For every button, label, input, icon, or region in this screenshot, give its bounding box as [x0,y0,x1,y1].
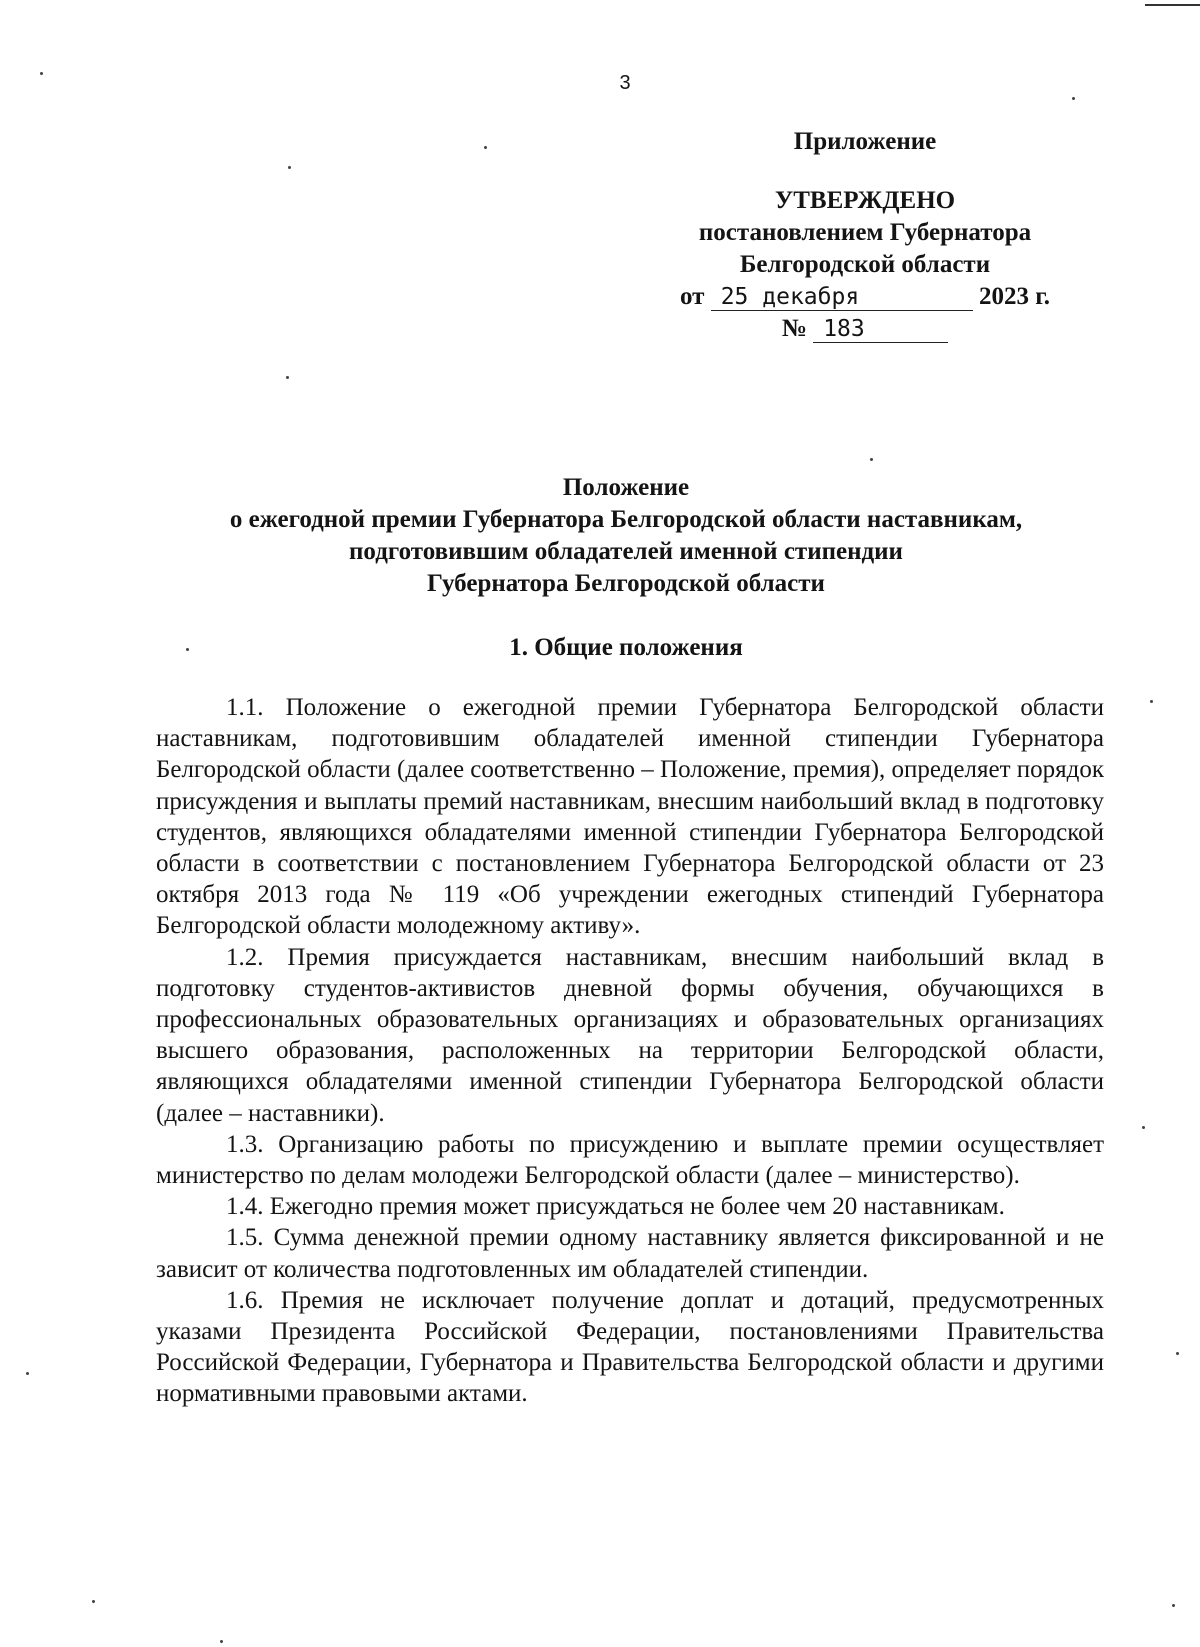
date-value: 25 декабря [711,284,973,311]
paragraph-1-1: 1.1. Положение о ежегодной премии Губернатора Белгородской области наставникам, подготовившим обладателей именной стипендии Губернатора Белгородской области (далее соответственно – Положение, премия), определяет порядок присуждения и выплаты премий наставникам, внесшим наибольший вклад в подготовку студентов, являющихся обладателями именной стипендии Губернатора Белгородской области в соответствии с постановлением Губернатора Белгородской области от 23 октября 2013 года № 119 «Об учреждении ежегодных стипендий Губернатора Белгородской области молодежному активу». [156,694,1104,940]
scan-speck [26,1372,29,1375]
approval-number-line [660,313,1070,345]
title-line-1: Положение [562,474,690,501]
scan-edge-mark [1145,4,1200,6]
scan-speck [92,1600,95,1603]
title-line-4: Губернатора Белгородской области [427,570,825,597]
approval-date-line [660,281,1070,313]
document-title [150,472,1102,600]
scan-speck [186,648,189,651]
scan-speck [288,166,291,169]
paragraph-1-2: 1.2. Премия присуждается наставникам, внесшим наибольший вклад в подготовку студентов-активистов дневной формы обучения, обучающихся в профессиональных образовательных организациях и образовательных организациях высшего образования, расположенных на территории Белгородской области, являющихся обладателями именной стипендии Губернатора Белгородской области (далее – наставники). [156,943,1104,1127]
approved-label: УТВЕРЖДЕНО [774,187,956,214]
number-value: 183 [813,316,948,343]
title-line-3: подготовившим обладателей именной стипендии [349,538,903,565]
date-year: 2023 г. [978,283,1050,310]
approval-line-1: постановлением Губернатора [698,219,1032,246]
scan-speck [40,72,43,75]
scan-speck [1142,1126,1145,1129]
scan-speck [484,146,487,149]
date-prefix: от [680,283,705,310]
scan-speck [1072,97,1075,100]
document-body [156,692,1104,1410]
approval-line-2: Белгородской области [739,251,991,278]
section-heading: 1. Общие положения [509,634,743,661]
paragraph-1-6: 1.6. Премия не исключает получение доплат и дотаций, предусмотренных указами Президента Российской Федерации, постановлениями Правительства Российской Федерации, Губернатора и Правительства Белгородской области и другими нормативными правовыми актами. [156,1286,1104,1408]
scan-speck [870,458,873,461]
scan-speck [1176,1352,1179,1355]
scan-speck [286,376,289,379]
approval-block [660,126,1070,345]
paragraph-1-3: 1.3. Организацию работы по присуждению и выплате премии осуществляет министерство по делам молодежи Белгородской области (далее – министерство). [156,1130,1104,1190]
paragraph-1-5: 1.5. Сумма денежной премии одному наставнику является фиксированной и не зависит от количества подготовленных им обладателей стипендии. [156,1224,1104,1283]
annex-label: Приложение [793,128,937,155]
scan-speck [1172,1604,1175,1607]
scan-speck [220,1640,223,1643]
title-line-2: о ежегодной премии Губернатора Белгородской области наставникам, [229,506,1023,533]
scan-speck [1150,700,1153,703]
paragraph-1-4: 1.4. Ежегодно премия может присуждаться не более чем 20 наставникам. [226,1193,1005,1221]
page-number: 3 [619,72,631,94]
number-prefix: № [781,315,807,342]
